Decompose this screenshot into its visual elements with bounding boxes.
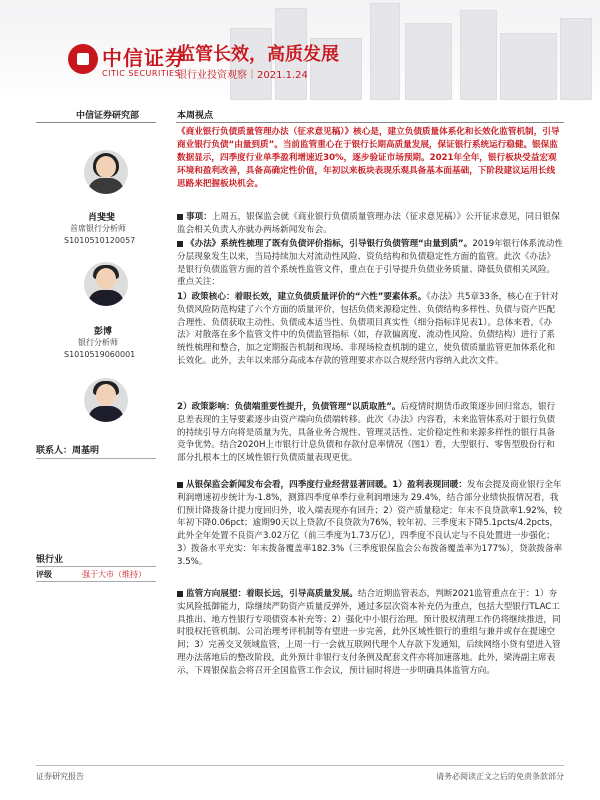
logo-english: CITIC SECURITIES [102, 69, 181, 78]
paragraph-press-conference: 从银保监会新闻发布会看，四季度行业经营显著回暖。1）盈利表现回暖：发布会提及商业银行全年利润增速初步统计为-1.8%，测算四季度单季行业利润增速为 29.4%，结合部分业绩快报情况看，我们预计降拨备计提力度回归外，收入端表现亦有回升；2）资产质量稳定：年末不良贷款率1.92%，较年初下降0.06pct；逾期90天以上贷款/不良贷款为76%，较年初、三季度末下降5.1pcts/4.2pcts，此外全年处置不良资产3.02万亿（前三季度为1.73万亿），四季度不良认定与不良处置进一步强化；3）拨备水平充实：年末拨备覆盖率182.3%（三季度银保监会公布拨备覆盖率为177%），贷款拨备率3.5%。 [177, 480, 563, 567]
divider [36, 458, 156, 459]
divider [36, 566, 156, 567]
footer-disclaimer: 请务必阅读正文之后的免责条款部分 [436, 772, 564, 781]
analyst-photo [84, 262, 128, 306]
analyst-photo [84, 150, 128, 194]
analyst-name: 肖斐斐 [88, 213, 116, 223]
analyst-photo [84, 378, 128, 422]
analyst-name: 彭博 [94, 327, 113, 337]
report-subtitle: 银行业投资观察｜2021.1.24 [177, 70, 308, 81]
analyst-id: S1010519060001 [64, 350, 136, 359]
contact-person: 联系人：周基明 [36, 446, 100, 456]
research-dept: 中信证券研究部 [76, 111, 140, 121]
footer-divider [36, 765, 564, 766]
paragraph-overview: 《办法》系统性梳理了既有负债评价指标，引导银行负债管理“由量到质”。2019年银行体系流动性分层现象发生以来，当局持续加大对流动性风险、资负结构和负债稳定性方面的监管。此次《办法》是银行负债监管方面的首个系统性监管文件，重点在于引导提升负债业务质量、降低负债相关风险。重点关注： [177, 239, 563, 288]
divider [176, 122, 564, 123]
bullet-icon [177, 241, 183, 247]
paragraph-policy-core: 1）政策核心：着眼长效，建立负债质量评价的“六性”要素体系。《办法》共5章33条，核心在于针对负债风险防范构建了六个方面的质量评价，包括负债来源稳定性、负债结构多样性、负债与资产匹配合理性、负债获取主动性、负债成本适当性、负债项目真实性（细分指标详见表1）。总体来看，《办法》对散落在多个监管文件中的负债监管指标（如，存款偏离度、流动性风险、负债结构）进行了系统性梳理和整合，加之定期报告机制和现场、非现场检查机制的建立，使负债质量监管更加体系化和长效化。此外，去年以来部分高成本存款的管理要求亦以合规经营内容纳入此次文件。 [177, 292, 559, 366]
analyst-role: 银行分析师 [78, 338, 118, 347]
divider [36, 122, 156, 123]
report-title: 监管长效，高质发展 [177, 44, 339, 65]
citic-logo-icon [68, 44, 98, 74]
bullet-icon [177, 214, 183, 220]
analyst-id: S1010510120057 [64, 236, 136, 245]
bullet-icon [177, 591, 183, 597]
summary-highlight: 《商业银行负债质量管理办法（征求意见稿）》核心是，建立负债质量体系化和长效化监管机制，引导商业银行负债“由量到质”。当前监管重心在于银行长期高质量发展，保证银行系统运行稳健。银保监数据显示，四季度行业单季盈利增速近30%，逐步验证市场预期。2021年全年，银行板块受益宏观环境和盈利改善，具备高确定性价值，年初以来板块表现乐观具备基本面基础，下阶段建议运用长线思路来把握板块机会。 [177, 127, 560, 190]
analyst-role: 首席银行分析师 [70, 224, 126, 233]
paragraph-outlook: 监管方向展望：着眼长远，引导高质量发展。结合近期监管表态，判断2021监管重点在于：1）夯实风险抵御能力，除继续严防资产质量反弹外，通过多层次资本补充仍为重点，包括大型银行TLAC工具推出、地方性银行专项债资本补充等；2）强化中小银行治理。预计股权清理工作仍将继续推进，同时股权托管机制、公司治理考评机制等有望进一步完善，此外区域性银行的重组与兼并或存在提速空间；3）完善交叉领域监管，上周一行一会就互联网代理个人存款下发通知，后续网络小贷有望进入管理办法落地后的整改阶段，此外预计非银行支付条例及配套文件亦将加速落地。此外，梁涛副主席表示，下周银保监会将召开全国监管工作会议，预计届时将进一步明确具体监管方向。 [177, 589, 561, 676]
paragraph-event: 事项：上周五，银保监会就《商业银行负债质量管理办法（征求意见稿）》公开征求意见，同日银保监会相关负责人亦就办两场新闻发布会。 [177, 212, 560, 235]
logo-text: 中信证券 [102, 46, 186, 70]
paragraph-policy-impact: 2）政策影响：负债端重要性提升，负债管理“以质取胜”。后疫情时期货币政策逐步回归常态，银行息差表现的主导要素逐步由资产端向负债端转移。此次《办法》内容看，未来监管体系对于银行负债的持续引导方向将是质量为先，具备业务合规性、管理灵活性、定价稳定性和来源多样性的银行具备竞争优势。结合2020H上市银行计息负债和存款付息率情况（图1）看，大型银行、零售型股份行和部分扎根本土的区域性银行负债质量表现更优。 [177, 402, 556, 464]
section-title: 本周视点 [177, 111, 214, 121]
footer-left: 证券研究报告 [36, 772, 84, 781]
rating-value: 强于大市（维持） [82, 570, 146, 579]
divider [36, 581, 156, 582]
bullet-icon [177, 482, 183, 488]
industry-label: 银行业 [36, 555, 64, 565]
rating-label: 评级 [36, 570, 52, 579]
